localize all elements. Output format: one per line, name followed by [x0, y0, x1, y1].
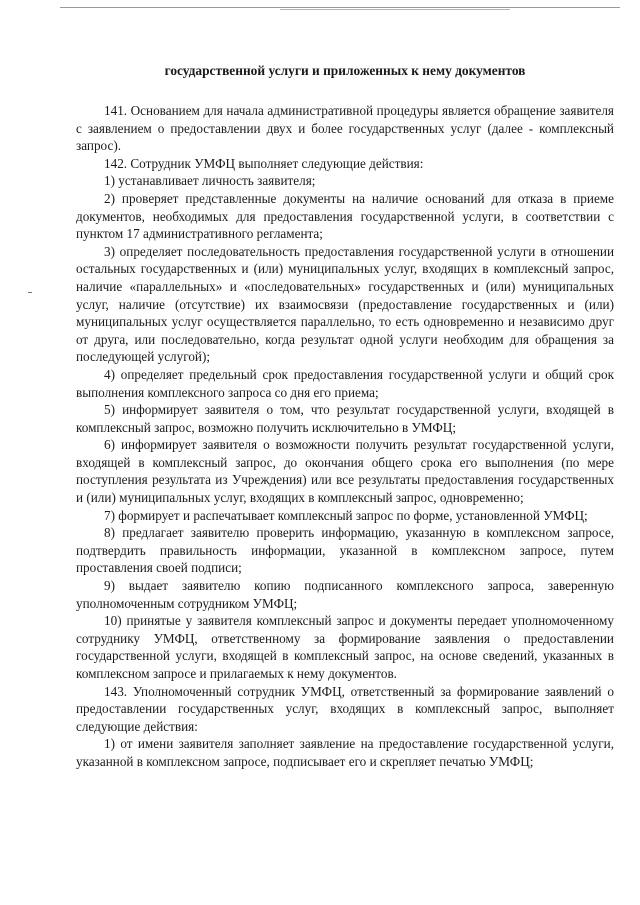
paragraph-141: 141. Основанием для начала административной процедуры является обращение заявителя с заявлением о предоставлении двух и более государственных услуг (далее - комплексный запрос). [76, 103, 614, 154]
paragraph-142: 142. Сотрудник УМФЦ выполняет следующие действия: [104, 155, 424, 171]
paragraph-142-item-3: 3) определяет последовательность предоставления государственной услуги в отношении остальных государственных и (или) муниципальных услуг, входящих в комплексный запрос, наличие «параллельных» и «последовательных» государственных и (или) муниципальных услуг, наличие (отсутствие) их взаимосвязи (предоставление государственных и (или) муниципальных услуг осуществляется параллельно, то есть одновременно и независимо друг от друга, или последовательно, когда результат одной услуги необходим для обращения за последующей услугой); [76, 243, 614, 365]
paragraph-142-item-7: 7) формирует и распечатывает комплексный запрос по форме, установленной УМФЦ; [104, 507, 588, 523]
top-scan-rule-secondary [280, 9, 510, 10]
paragraph-142-item-9: 9) выдает заявителю копию подписанного комплексного запроса, заверенную уполномоченным сотрудником УМФЦ; [76, 578, 614, 611]
margin-mark [28, 292, 32, 293]
paragraph-142-item-5: 5) информирует заявителя о том, что результат государственной услуги, входящей в комплексный запрос, возможно получить исключительно в УМФЦ; [76, 402, 614, 435]
paragraph-142-item-1: 1) устанавливает личность заявителя; [104, 173, 316, 189]
section-heading: государственной услуги и приложенных к нему документов [164, 63, 526, 78]
paragraph-142-item-6: 6) информирует заявителя о возможности получить результат государственной услуги, входящей в комплексный запрос, до окончания общего срока его выполнения (по мере поступления результата из Учреждения) или все результаты предоставления государственных и (или) муниципальных услуг, входящих в комплексный запрос, одновременно; [76, 437, 614, 506]
paragraph-142-item-10: 10) принятые у заявителя комплексный запрос и документы передает уполномоченному сотруднику УМФЦ, ответственному за формирование заявления о предоставлении государственной услуги, входящей в комплексный запрос, на основе сведений, указанных в комплексном запросе и прилагаемых к нему документов. [76, 613, 614, 681]
paragraph-143: 143. Уполномоченный сотрудник УМФЦ, ответственный за формирование заявлений о предоставлении государственных услуг, входящих в комплексный запрос, выполняет следующие действия: [76, 683, 614, 734]
paragraph-142-item-4: 4) определяет предельный срок предоставления государственной услуги и общий срок выполнения комплексного запроса со дня его приема; [76, 366, 614, 400]
top-scan-rule [60, 7, 620, 8]
document-page [76, 62, 614, 771]
paragraph-143-item-1: 1) от имени заявителя заполняет заявление на предоставление государственной услуги, указанной в комплексном запросе, подписывает его и скрепляет печатью УМФЦ; [76, 736, 614, 769]
paragraph-142-item-2: 2) проверяет представленные документы на наличие оснований для отказа в приеме документов, необходимых для предоставления государственной услуги, в соответствии с пунктом 17 административного регламента; [76, 190, 614, 242]
paragraph-142-item-8: 8) предлагает заявителю проверить информацию, указанную в комплексном запросе, подтвердить правильность информации, указанной в комплексном запросе, путем проставления своей подписи; [76, 525, 614, 576]
